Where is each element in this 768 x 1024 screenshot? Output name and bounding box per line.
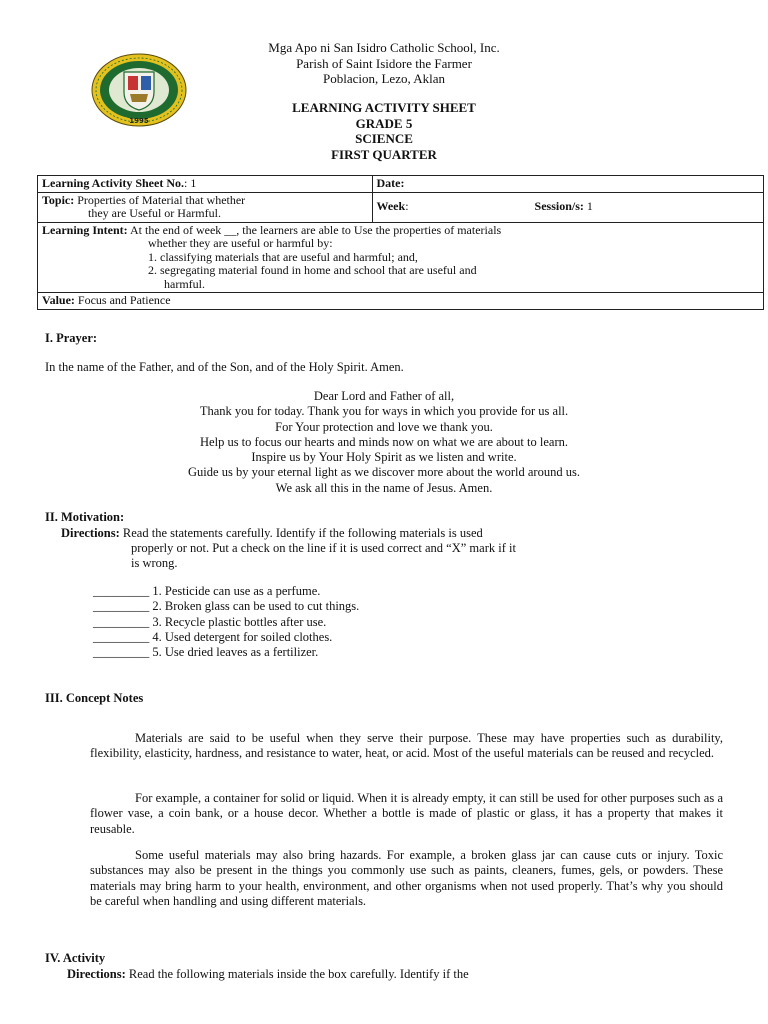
prayer-line: We ask all this in the name of Jesus. Amen. [275,480,493,495]
parish-name: Parish of Saint Isidore the Farmer [296,55,472,71]
prayer-line: Dear Lord and Father of all, [313,389,455,403]
list-item: _________ 5. Use dried leaves as a fertilizer. [93,645,319,660]
learning-intent-cell: Learning Intent: At the end of week __, the learners are able to Use the properties of materials whether they are useful or harmful by: 1. classifying materials that are useful and harmful; and, 2. segregating material found in home and school that are useful and harmful. [38,222,764,293]
motivation-directions-line-3: is wrong. [131,556,178,570]
prayer-heading: I. Prayer: [45,331,98,345]
prayer-line: For Your protection and love we thank you. [275,419,493,434]
title-line-1: LEARNING ACTIVITY SHEET [292,100,476,115]
prayer-opening: In the name of the Father, and of the Son, and of the Holy Spirit. Amen. [45,360,404,374]
svg-text:1995: 1995 [129,117,149,125]
activity-heading: IV. Activity [45,951,106,965]
prayer-body [0,389,768,496]
info-row-intent [38,222,764,293]
prayer-line: Inspire us by Your Holy Spirit as we listen and write. [251,450,517,465]
list-item: _________ 1. Pesticide can use as a perfume. [93,584,321,598]
title-line-3: SCIENCE [355,131,413,146]
prayer-line: Thank you for today. Thank you for ways in which you provide for us all. [199,404,569,419]
title-line-2: GRADE 5 [355,115,413,131]
info-table [37,175,764,310]
info-row-topic [38,192,764,222]
activity-directions: Directions: Read the following materials inside the box carefully. Identify if the [67,967,469,981]
school-header [0,40,768,87]
list-item: _________ 4. Used detergent for soiled clothes. [93,629,333,644]
concept-paragraph-1: Materials are said to be useful when they serve their purpose. These may have properties such as durability, flexibility, elasticity, hardness, and resistance to water, heat, or acid. Most of the useful materials can be reused and recycled. [90,731,723,761]
prayer-line: Guide us by your eternal light as we discover more about the world around us. [188,465,580,480]
sheet-no-cell: Learning Activity Sheet No.: 1 [38,176,373,193]
week-session-cell: Week: Session/s: 1 [372,192,763,222]
info-row-sheet-no [38,176,764,193]
list-item: _________ 3. Recycle plastic bottles after use. [93,614,327,629]
concept-paragraph-3: Some useful materials may also bring hazards. For example, a broken glass jar can cause cuts or injury. Toxic substances may also be present in the things you commonly use such as paints, cleaners, fumes, gels, or powders. These materials may bring harm to your health, environment, and other organisms when not used properly. That’s why you should be careful when handling and using different materials. [90,848,723,908]
date-cell: Date: [372,176,763,193]
info-row-value [38,293,764,310]
concept-heading: III. Concept Notes [45,691,144,705]
prayer-line: Help us to focus our hearts and minds now on what we are about to learn. [200,434,568,449]
motivation-heading: II. Motivation: [45,510,125,524]
motivation-items [93,584,359,660]
value-cell: Value: Focus and Patience [38,293,764,310]
motivation-directions: Directions: Read the statements carefully. Identify if the following materials is used [61,526,483,540]
sheet-title [0,100,768,162]
list-item: _________ 2. Broken glass can be used to cut things. [93,599,360,614]
motivation-directions-line-2: properly or not. Put a check on the line if it is used correct and “X” mark if it [131,541,516,555]
title-line-4: FIRST QUARTER [331,146,437,162]
concept-paragraph-2: For example, a container for solid or liquid. When it is already empty, it can still be used for other purposes such as a flower vase, a coin bank, or a house decor. Whether a bottle is made of plastic or glass, it has a property that makes it reusable. [90,791,723,836]
school-location: Poblacion, Lezo, Aklan [322,71,446,86]
topic-cell: Topic: Properties of Material that whether they are Useful or Harmful. [38,192,373,222]
school-name: Mga Apo ni San Isidro Catholic School, Inc. [268,40,500,55]
